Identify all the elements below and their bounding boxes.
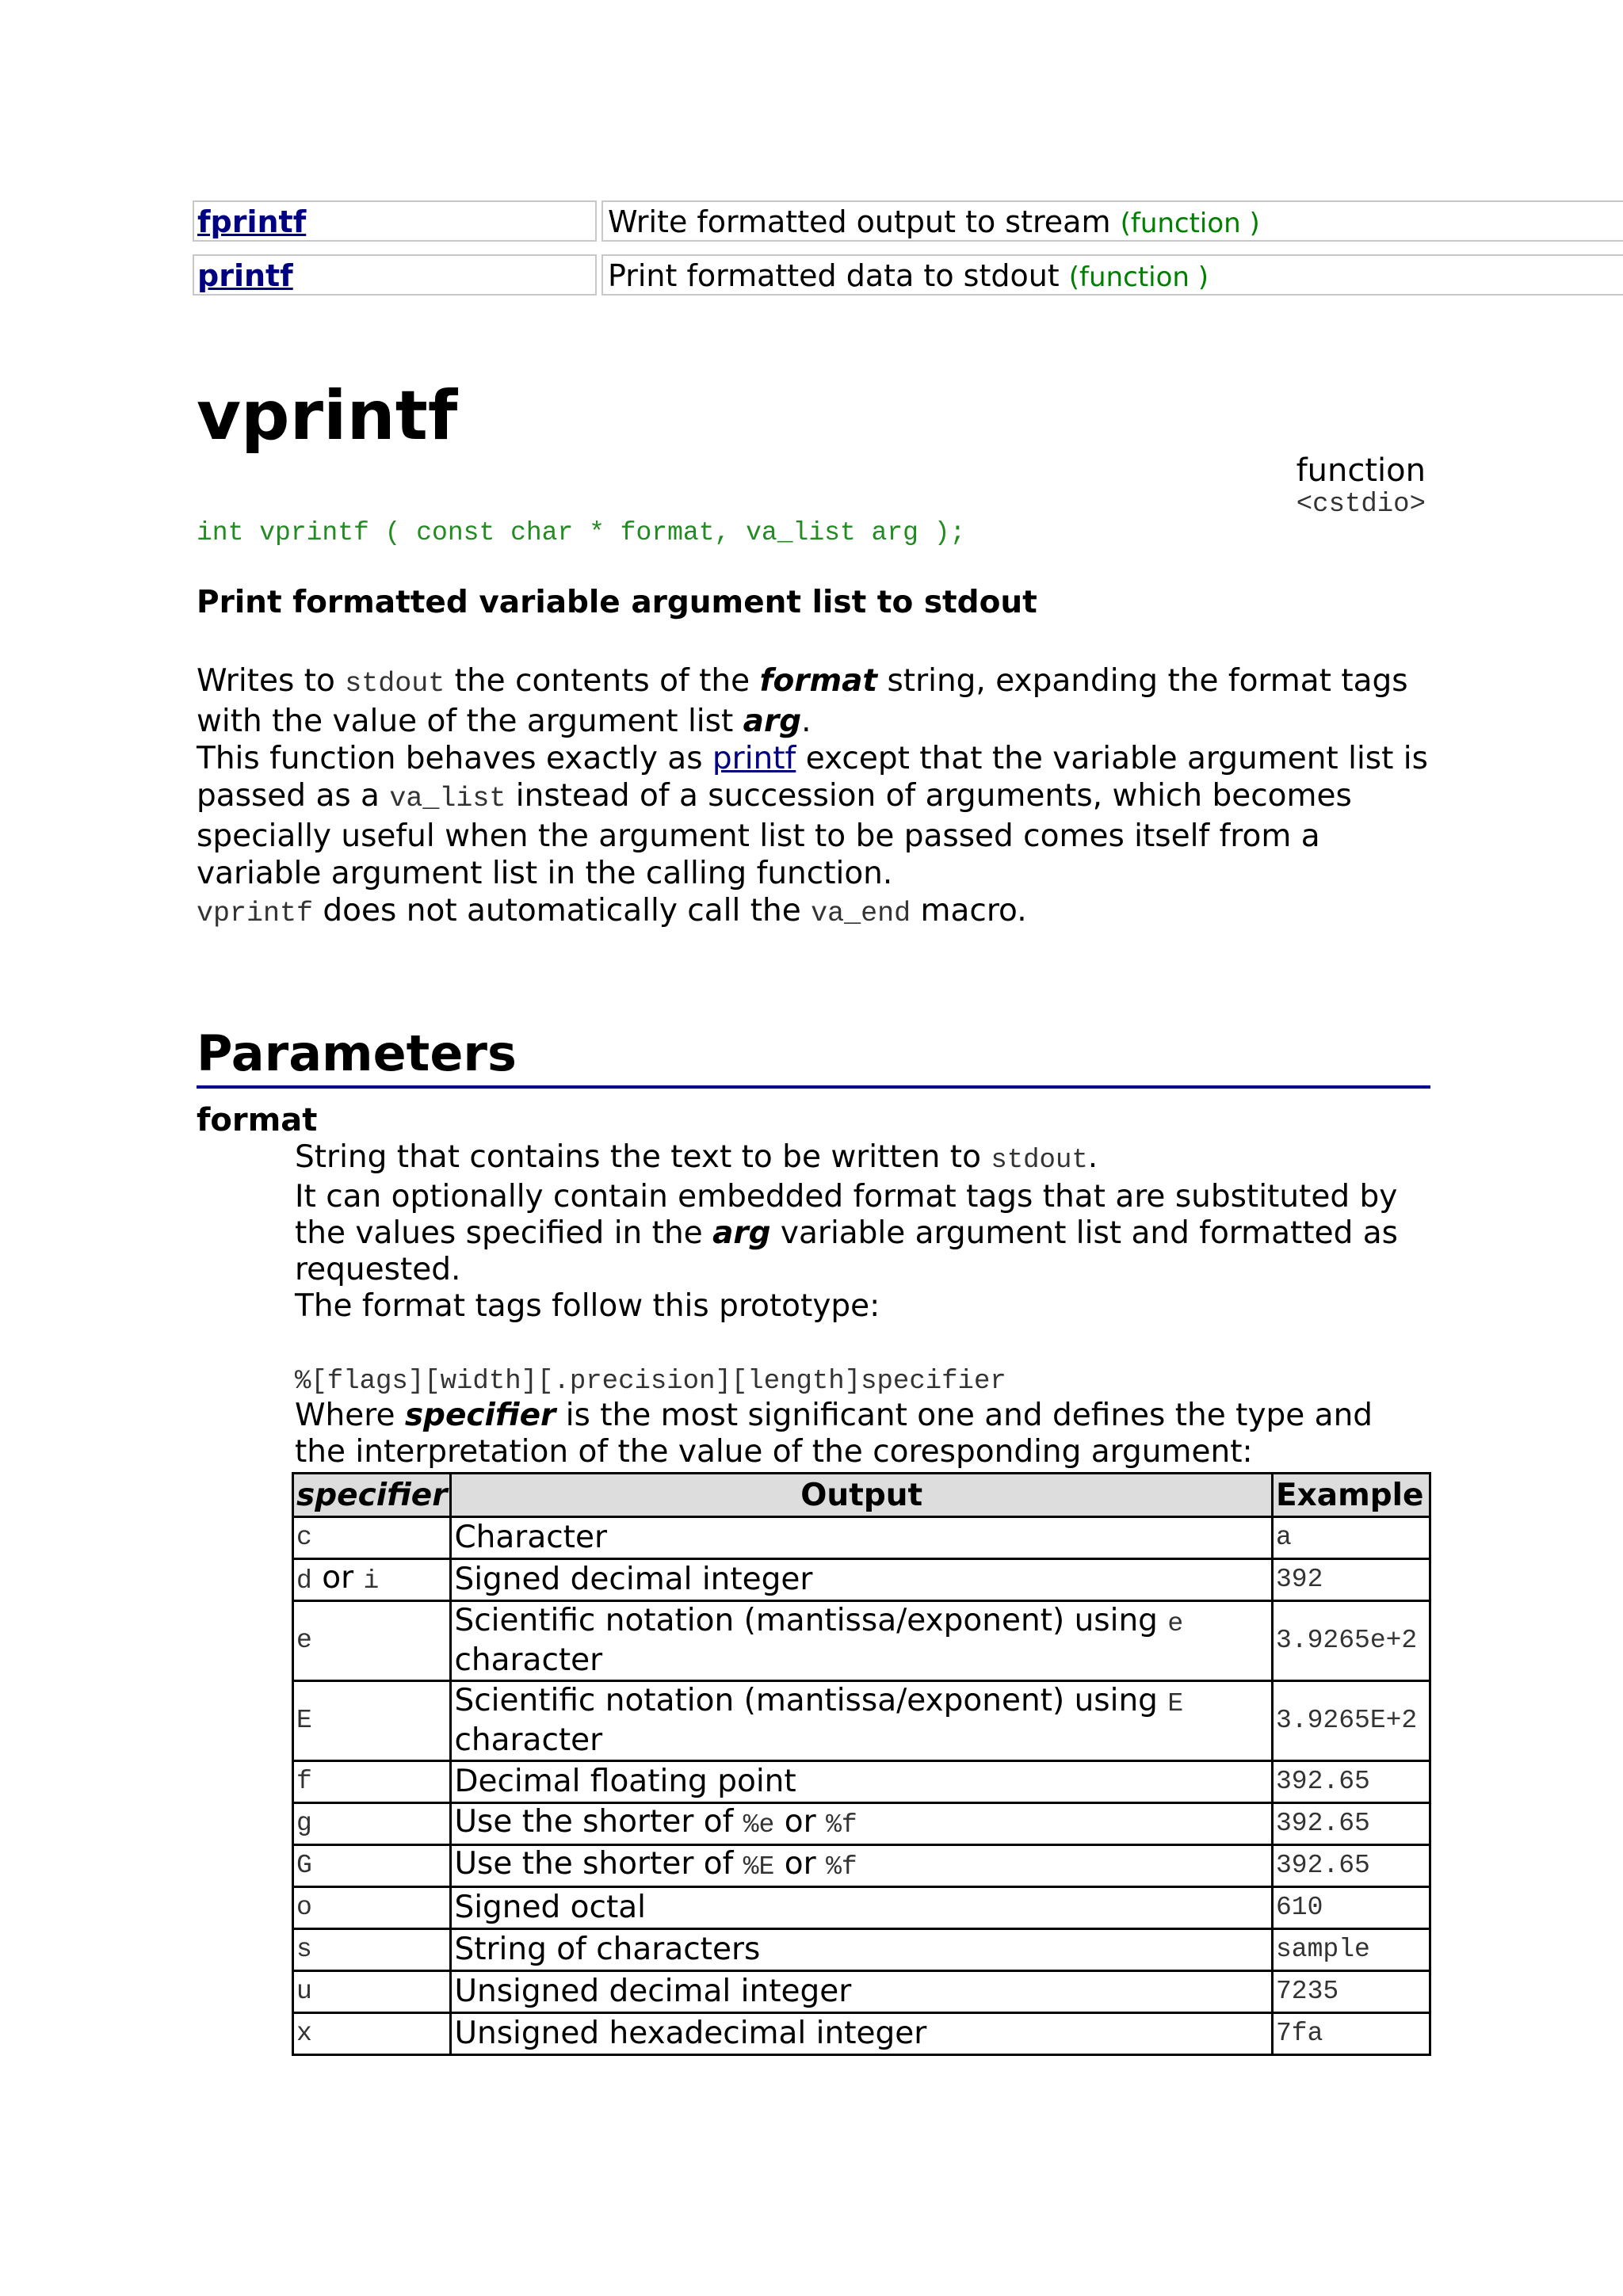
format-tag-prototype: %[flags][width][.precision][length]specifier (295, 1367, 1006, 1397)
description (197, 662, 1433, 933)
related-row (193, 254, 1623, 299)
related-row (193, 200, 1623, 245)
related-name-cell (193, 254, 597, 296)
table-row: c Character a (293, 1517, 1430, 1559)
table-row: E Scientific notation (mantissa/exponent) using E character 3.9265E+2 (293, 1681, 1430, 1761)
table-row: G Use the shorter of %E or %f 392.65 (293, 1845, 1430, 1887)
table-header-row (293, 1474, 1430, 1517)
link-printf[interactable]: printf (197, 258, 293, 293)
description-para-3: vprintf does not automatically call the va_end macro. (197, 893, 1027, 929)
link-printf-inline[interactable]: printf (712, 741, 796, 776)
related-desc-cell (601, 254, 1623, 296)
column-header: specifier (293, 1474, 451, 1517)
specifier-table (292, 1472, 1431, 2056)
related-kind: (function ) (1068, 261, 1209, 293)
table-row: x Unsigned hexadecimal integer 7fa (293, 2013, 1430, 2055)
description-para-1: Writes to stdout the contents of the format string, expanding the format tags with the value of the argument list arg. (197, 663, 1408, 739)
table-row: f Decimal floating point 392.65 (293, 1761, 1430, 1803)
table-row: s String of characters sample (293, 1929, 1430, 1971)
function-prototype: int vprintf ( const char * format, va_list arg ); (197, 518, 966, 547)
param-name: format (197, 1102, 318, 1138)
function-summary: Print formatted variable argument list to stdout (197, 585, 1037, 620)
description-para-2: This function behaves exactly as printf except that the variable argument list is passed as a va_list instead of a succession of arguments, which becomes specially useful when the argument list to be passed comes itself from a variable argument list in the calling function. (197, 741, 1428, 891)
header-file: <cstdio> (1296, 490, 1426, 520)
page-title: vprintf (197, 376, 458, 456)
related-desc: Print formatted data to stdout (608, 258, 1060, 293)
table-row: o Signed octal 610 (293, 1887, 1430, 1929)
related-kind: (function ) (1120, 208, 1260, 239)
table-row: u Unsigned decimal integer 7235 (293, 1971, 1430, 2013)
column-header: Output (451, 1474, 1273, 1517)
table-row: d or i Signed decimal integer 392 (293, 1559, 1430, 1601)
link-fprintf[interactable]: fprintf (197, 204, 307, 239)
related-name-cell (193, 200, 597, 242)
section-heading-parameters: Parameters (197, 1022, 1430, 1089)
related-desc: Write formatted output to stream (608, 204, 1111, 239)
param-description: String that contains the text to be written to stdout. It can optionally contain embedded format tags that are substituted by the values specified in the arg variable argument list and formatted as requested. The format tags follow this prototype: (295, 1139, 1398, 1324)
entity-kind: function (1296, 452, 1426, 489)
table-row: g Use the shorter of %e or %f 392.65 (293, 1803, 1430, 1845)
related-desc-cell (601, 200, 1623, 242)
column-header: Example (1273, 1474, 1430, 1517)
specifier-intro: Where specifier is the most significant one and defines the type and the interpretation of the value of the coresponding argument: (295, 1398, 1373, 1470)
table-row: e Scientific notation (mantissa/exponent) using e character 3.9265e+2 (293, 1601, 1430, 1681)
